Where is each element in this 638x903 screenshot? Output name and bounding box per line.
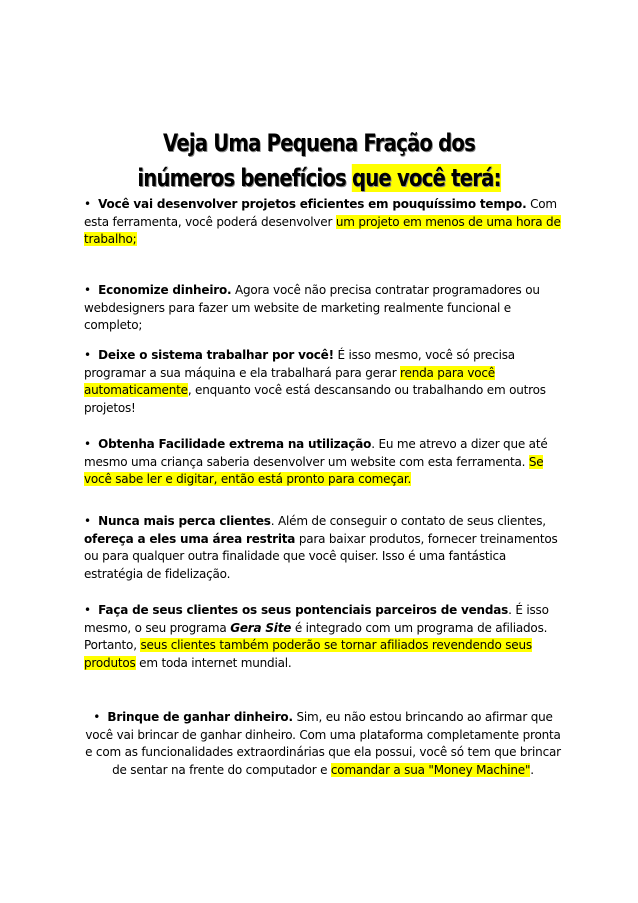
benefit-3-text: É isso mesmo, você só precisa programar a sua máquina e ela trabalhará para gerar — [84, 348, 515, 380]
page-title — [107, 126, 532, 196]
benefit-2-text: Agora você não precisa contratar programadores ou webdesigners para fazer um website de marketing realmente funcional e completo; — [84, 283, 540, 333]
bullet: • — [84, 197, 91, 211]
benefit-5-text-2: para baixar produtos, fornecer treinamentos ou para qualquer outra finalidade que você quiser. Isso é uma fantástica estratégia de fidelização. — [84, 531, 558, 581]
benefit-5-lead: Nunca mais perca clientes — [98, 514, 271, 528]
benefit-1-text: Com esta ferramenta, você poderá desenvolver — [84, 197, 557, 229]
benefit-7-text: Sim, eu não estou brincando ao afirmar que você vai brincar de ganhar dinheiro. Com uma plataforma completamente pronta e com as funcionalidades extraordinárias que ela possui, você só tem que brincar de sentar na frente do computador e — [85, 710, 561, 777]
bullet: • — [84, 437, 91, 451]
benefit-6-highlight: seus clientes também poderão se tornar afiliados revendendo seus produtos — [84, 638, 532, 670]
benefit-1-highlight: um projeto em menos de uma hora de trabalho; — [84, 214, 561, 247]
benefit-6-lead: Faça de seus clientes os seus pontenciais parceiros de vendas — [98, 603, 509, 617]
benefit-4-highlight: Se você sabe ler e digitar, então está pronto para começar. — [84, 454, 544, 487]
benefit-5-bold: ofereça a eles uma área restrita — [84, 531, 296, 546]
benefit-7-lead: Brinque de ganhar dinheiro. — [107, 710, 293, 724]
benefit-4-text: . Eu me atrevo a dizer que até mesmo uma criança saberia desenvolver um website com esta ferramenta. — [84, 437, 548, 469]
benefit-1 — [84, 196, 564, 249]
title-line-2-highlight: que você terá: — [351, 164, 501, 192]
benefit-4 — [84, 436, 564, 489]
benefit-3-text-2: , enquanto você está descansando ou trabalhando em outros projetos! — [84, 383, 546, 415]
benefit-3-highlight: renda para você automaticamente — [84, 365, 495, 398]
benefit-4-lead: Obtenha Facilidade extrema na utilização — [98, 437, 372, 451]
benefit-2-lead: Economize dinheiro. — [98, 283, 232, 297]
benefit-3 — [84, 347, 564, 417]
bullet: • — [84, 603, 91, 617]
bullet: • — [84, 283, 91, 297]
benefit-2 — [84, 282, 564, 335]
benefit-1-lead: Você vai desenvolver projetos eficientes em pouquíssimo tempo. — [98, 197, 527, 211]
title-line-2 — [107, 161, 532, 196]
title-line-2-part-a: inúmeros benefícios — [137, 164, 352, 192]
bullet: • — [93, 710, 101, 724]
benefit-7 — [80, 709, 566, 779]
benefit-5 — [84, 513, 564, 583]
product-name: Gera Site — [230, 620, 292, 635]
benefit-6 — [84, 602, 564, 672]
bullet: • — [84, 514, 91, 528]
bullet: • — [84, 348, 91, 362]
benefit-7-highlight: comandar a sua "Money Machine" — [330, 762, 531, 777]
benefit-6-text: . É isso mesmo, o seu programa — [84, 603, 549, 635]
benefit-5-text: . Além de conseguir o contato de seus clientes, — [270, 514, 546, 528]
benefit-7-text-2: . — [530, 762, 534, 777]
benefit-3-lead: Deixe o sistema trabalhar por você! — [98, 348, 334, 362]
title-line-1: Veja Uma Pequena Fração dos — [162, 129, 476, 157]
benefit-6-text-3: em toda internet mundial. — [135, 655, 292, 670]
benefit-6-text-2: é integrado com um programa de afiliados. Portanto, — [84, 620, 548, 653]
